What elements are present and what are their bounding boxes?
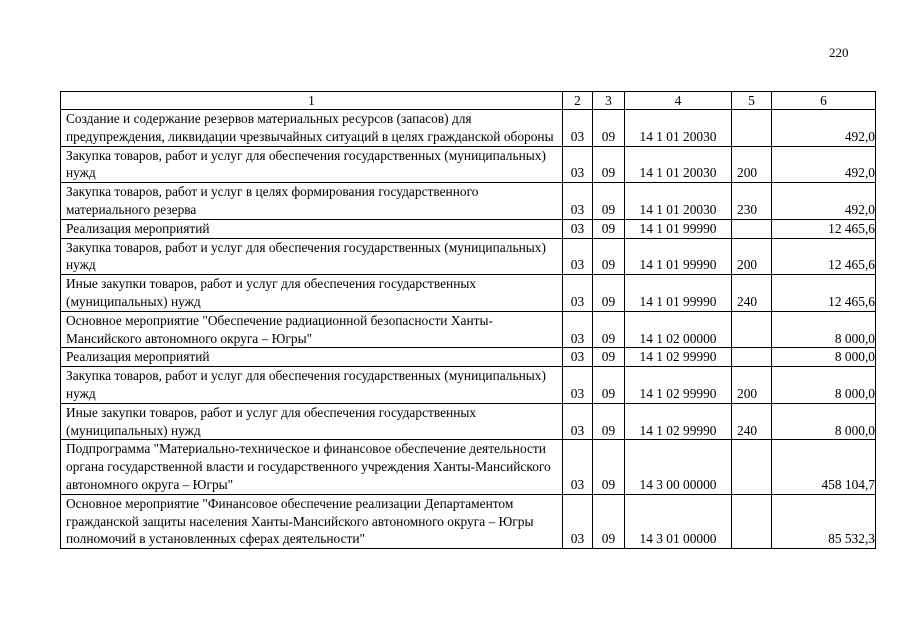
row-expense-type: 230 (732, 183, 772, 220)
table-row (61, 494, 876, 548)
row-subsection-code: 09 (593, 275, 625, 312)
row-amount: 8 000,0 (772, 311, 876, 348)
row-name: Закупка товаров, работ и услуг для обеспечения государственных (муниципальных) нужд (61, 238, 563, 275)
row-subsection-code: 09 (593, 403, 625, 440)
row-target-article: 14 1 01 99990 (625, 219, 732, 238)
row-expense-type: 240 (732, 403, 772, 440)
row-target-article: 14 1 01 20030 (625, 146, 732, 183)
column-header-target-article: 4 (625, 92, 732, 110)
row-subsection-code: 09 (593, 110, 625, 147)
table-row (61, 146, 876, 183)
budget-table-body (61, 92, 876, 549)
row-expense-type (732, 494, 772, 548)
row-target-article: 14 1 02 99990 (625, 348, 732, 367)
row-section-code: 03 (563, 183, 593, 220)
row-target-article: 14 1 02 99990 (625, 403, 732, 440)
row-target-article: 14 3 00 00000 (625, 440, 732, 494)
row-expense-type: 200 (732, 238, 772, 275)
row-target-article: 14 1 01 99990 (625, 275, 732, 312)
row-name: Закупка товаров, работ и услуг для обеспечения государственных (муниципальных) нужд (61, 146, 563, 183)
row-amount: 12 465,6 (772, 275, 876, 312)
row-subsection-code: 09 (593, 311, 625, 348)
row-amount: 458 104,7 (772, 440, 876, 494)
row-subsection-code: 09 (593, 146, 625, 183)
row-amount: 492,0 (772, 183, 876, 220)
row-subsection-code: 09 (593, 348, 625, 367)
row-name: Закупка товаров, работ и услуг в целях формирования государственного материального резерва (61, 183, 563, 220)
row-target-article: 14 1 02 99990 (625, 367, 732, 404)
column-header-subsection: 3 (593, 92, 625, 110)
row-amount: 12 465,6 (772, 219, 876, 238)
row-expense-type (732, 110, 772, 147)
row-name: Основное мероприятие "Обеспечение радиационной безопасности Ханты-Мансийского автономного округа – Югры" (61, 311, 563, 348)
row-amount: 492,0 (772, 146, 876, 183)
row-subsection-code: 09 (593, 238, 625, 275)
page-number: 220 (829, 45, 849, 60)
row-amount: 85 532,3 (772, 494, 876, 548)
table-row (61, 403, 876, 440)
row-expense-type: 240 (732, 275, 772, 312)
table-row (61, 367, 876, 404)
row-amount: 492,0 (772, 110, 876, 147)
row-name: Подпрограмма "Материально-техническое и финансовое обеспечение деятельности органа государственной власти и государственного учреждения Ханты-Мансийского автономного округа – Югры" (61, 440, 563, 494)
row-section-code: 03 (563, 146, 593, 183)
row-name: Закупка товаров, работ и услуг для обеспечения государственных (муниципальных) нужд (61, 367, 563, 404)
row-subsection-code: 09 (593, 440, 625, 494)
row-subsection-code: 09 (593, 494, 625, 548)
row-subsection-code: 09 (593, 219, 625, 238)
row-name: Иные закупки товаров, работ и услуг для обеспечения государственных (муниципальных) нужд (61, 275, 563, 312)
table-row (61, 238, 876, 275)
column-header-expense-type: 5 (732, 92, 772, 110)
row-target-article: 14 1 01 20030 (625, 110, 732, 147)
row-section-code: 03 (563, 348, 593, 367)
row-name: Реализация мероприятий (61, 219, 563, 238)
budget-table (60, 91, 876, 549)
row-subsection-code: 09 (593, 367, 625, 404)
row-expense-type: 200 (732, 146, 772, 183)
row-target-article: 14 1 02 00000 (625, 311, 732, 348)
row-amount: 8 000,0 (772, 367, 876, 404)
row-amount: 8 000,0 (772, 348, 876, 367)
row-section-code: 03 (563, 367, 593, 404)
row-target-article: 14 1 01 20030 (625, 183, 732, 220)
column-header-name: 1 (61, 92, 563, 110)
table-row (61, 183, 876, 220)
row-name: Основное мероприятие "Финансовое обеспечение реализации Департаментом гражданской защиты населения Ханты-Мансийского автономного округа – Югры полномочий в установленных сферах деятельности" (61, 494, 563, 548)
row-expense-type: 200 (732, 367, 772, 404)
row-expense-type (732, 311, 772, 348)
table-header-row (61, 92, 876, 110)
row-section-code: 03 (563, 311, 593, 348)
row-amount: 8 000,0 (772, 403, 876, 440)
table-row (61, 110, 876, 147)
row-expense-type (732, 440, 772, 494)
table-row (61, 440, 876, 494)
row-name: Создание и содержание резервов материальных ресурсов (запасов) для предупреждения, ликвидации чрезвычайных ситуаций в целях гражданской обороны (61, 110, 563, 147)
column-header-amount: 6 (772, 92, 876, 110)
row-section-code: 03 (563, 403, 593, 440)
table-row (61, 348, 876, 367)
row-subsection-code: 09 (593, 183, 625, 220)
table-row (61, 311, 876, 348)
row-section-code: 03 (563, 440, 593, 494)
table-row (61, 275, 876, 312)
row-name: Иные закупки товаров, работ и услуг для обеспечения государственных (муниципальных) нужд (61, 403, 563, 440)
row-expense-type (732, 219, 772, 238)
row-section-code: 03 (563, 219, 593, 238)
row-target-article: 14 1 01 99990 (625, 238, 732, 275)
row-expense-type (732, 348, 772, 367)
row-section-code: 03 (563, 275, 593, 312)
row-section-code: 03 (563, 238, 593, 275)
table-row (61, 219, 876, 238)
column-header-section: 2 (563, 92, 593, 110)
row-section-code: 03 (563, 494, 593, 548)
row-amount: 12 465,6 (772, 238, 876, 275)
row-name: Реализация мероприятий (61, 348, 563, 367)
row-section-code: 03 (563, 110, 593, 147)
row-target-article: 14 3 01 00000 (625, 494, 732, 548)
